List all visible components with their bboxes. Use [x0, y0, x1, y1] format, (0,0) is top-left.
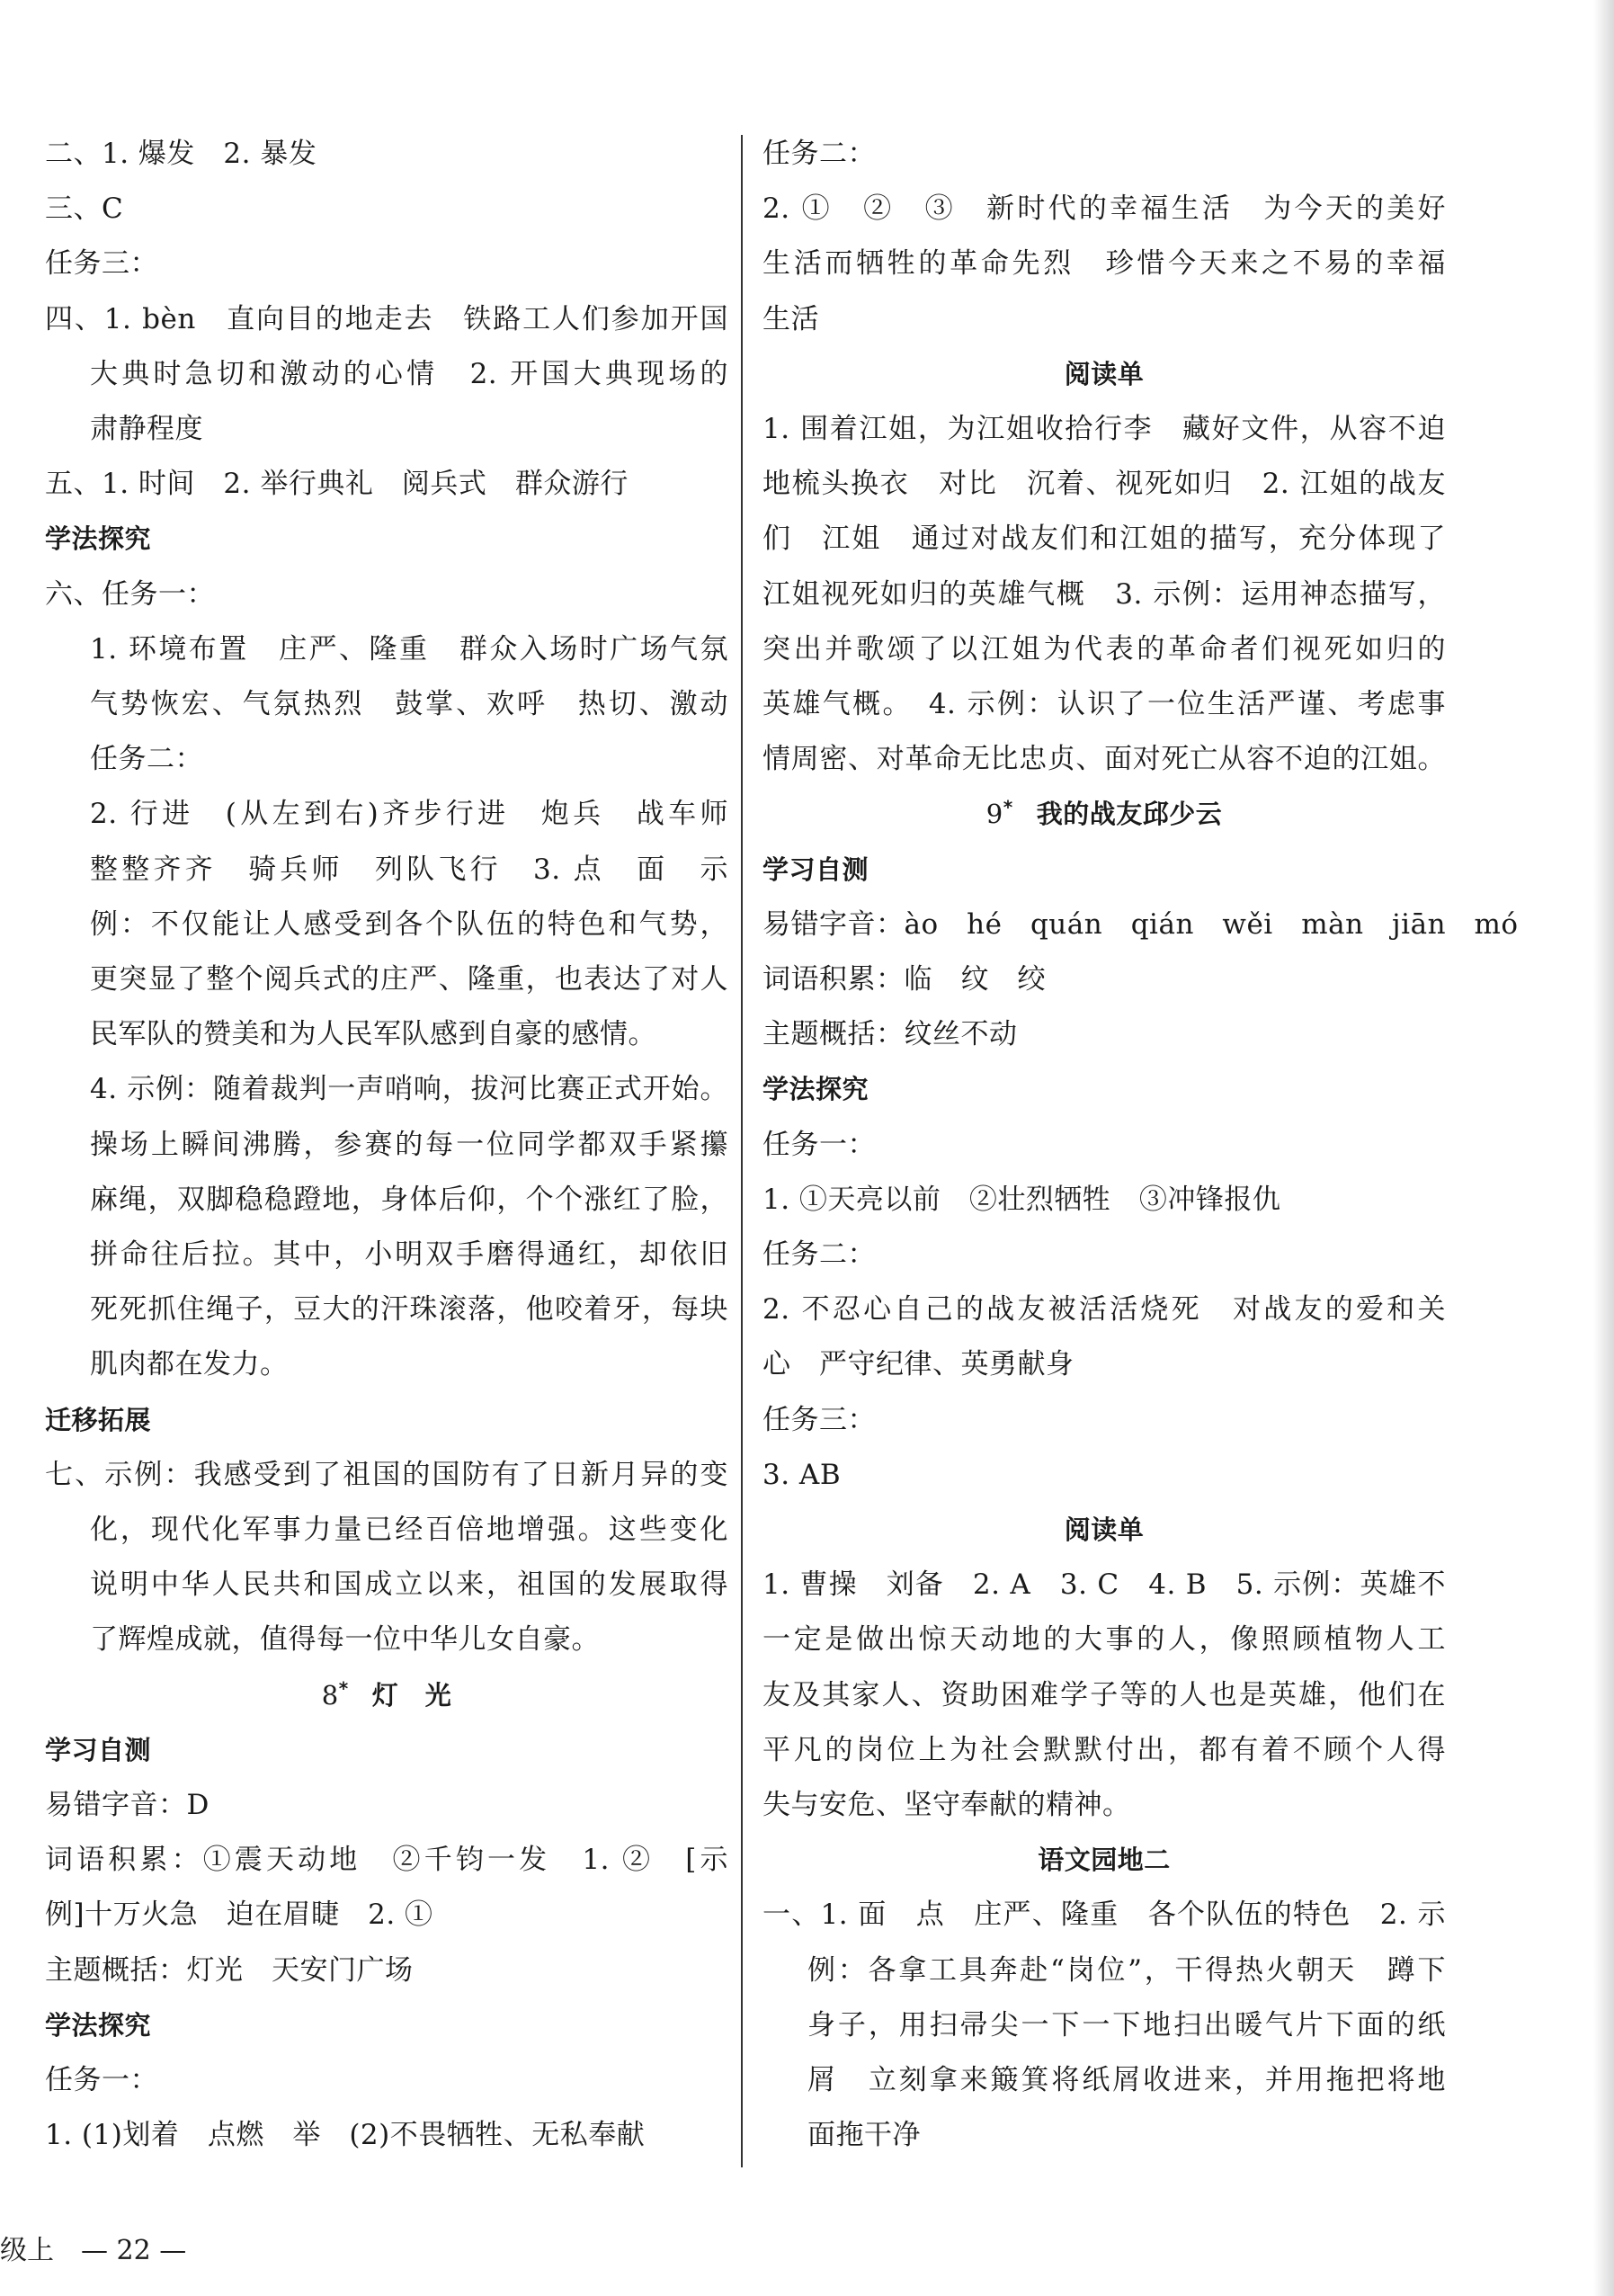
section-heading: 学习自测: [762, 853, 869, 885]
answer-line: 面拖干净: [807, 2119, 921, 2152]
answer-line: 三、C: [45, 192, 124, 226]
lesson-number: 8: [321, 1679, 339, 1711]
answer-line: 1. ①天亮以前 ②壮烈牺牲 ③冲锋报仇: [762, 1183, 1281, 1216]
answer-line: 1. 围着江姐，为江姐收拾行李 藏好文件，从容不迫: [762, 413, 1446, 445]
answer-line: 屑 立刻拿来簸箕将纸屑收进来，并用拖把将地: [807, 2064, 1446, 2096]
lesson-title-text: 我的战友邱少云: [1036, 799, 1223, 830]
answer-line: 麻绳，双脚稳稳蹬地，身体后仰，个个涨红了脸，: [90, 1183, 728, 1216]
answer-line: 1. 曹操 刘备 2. A 3. C 4. B 5. 示例：英雄不: [762, 1568, 1446, 1602]
page-footer: 级上 — 22 —: [0, 2235, 187, 2266]
answer-line: 们 江姐 通过对战友们和江姐的描写，充分体现了: [762, 523, 1446, 556]
answer-line: 主题概括：纹丝不动: [762, 1018, 1018, 1051]
answer-line: 肌肉都在发力。: [90, 1348, 289, 1381]
answer-line: 任务二：: [762, 138, 876, 170]
optional-lesson-mark: *: [1003, 796, 1013, 818]
answer-line: 例：各拿工具奔赴“岗位”，干得热火朝天 蹲下: [807, 1953, 1446, 1987]
answer-line: 肃静程度: [90, 413, 203, 445]
section-heading: 学习自测: [45, 1734, 152, 1765]
answer-line: 词语积累：①震天动地 ②千钧一发 1. ② [示: [45, 1844, 728, 1877]
answer-line: 气势恢宏、气氛热烈 鼓掌、欢呼 热切、激动: [90, 688, 728, 720]
answer-line: 身子，用扫帚尖一下一下地扫出暖气片下面的纸: [807, 2008, 1446, 2041]
answer-line: 拼命往后拉。其中，小明双手磨得通红，却依旧: [90, 1238, 728, 1271]
answer-line: 七、示例：我感受到了祖国的国防有了日新月异的变: [45, 1458, 728, 1491]
answer-line: 例]十万火急 迫在眉睫 2. ①: [45, 1898, 433, 1932]
answer-line: 英雄气概。 4. 示例：认识了一位生活严谨、考虑事: [762, 688, 1446, 720]
answer-line: 词语积累：临 纹 绞: [762, 963, 1046, 996]
answer-line: 易错字音：D: [45, 1789, 210, 1821]
answer-line: 心 严守纪律、英勇献身: [762, 1348, 1075, 1381]
section-heading: 学法探究: [45, 523, 152, 555]
answer-line: 平凡的岗位上为社会默默付出，都有着不顾个人得: [762, 1733, 1446, 1766]
section-heading: 学法探究: [762, 1074, 869, 1105]
section-heading: 学法探究: [45, 2009, 152, 2041]
answer-line: 任务二：: [762, 1238, 876, 1271]
answer-line: 生活而牺牲的革命先烈 珍惜今天来之不易的幸福: [762, 247, 1446, 281]
answer-line: 任务三：: [45, 247, 158, 281]
lesson-title: [762, 347, 1446, 402]
answer-line: 1. (1)划着 点燃 举 (2)不畏牺牲、无私奉献: [45, 2119, 646, 2152]
lesson-title-text: 阅读单: [1064, 1514, 1145, 1545]
answer-line: 化，现代化军事力量已经百倍地增强。这些变化: [90, 1514, 728, 1546]
answer-line: 任务一：: [762, 1128, 876, 1161]
answer-line: 四、1. bèn 直向目的地走去 铁路工人们参加开国: [45, 302, 728, 335]
answer-line: 易错字音：ào hé quán qián wěi màn jiān mó: [762, 907, 1519, 941]
lesson-title: [762, 1833, 1446, 1888]
answer-line: 2. 行进 (从左到右)齐步行进 炮兵 战车师: [90, 798, 728, 831]
lesson-title-text: 阅读单: [1064, 358, 1145, 389]
answer-line: 1. 环境布置 庄严、隆重 群众入场时广场气氛: [90, 632, 728, 666]
answer-line: 整整齐齐 骑兵师 列队飞行 3. 点 面 示: [90, 853, 728, 886]
column-divider: [741, 135, 743, 2167]
answer-line: 地梳头换衣 对比 沉着、视死如归 2. 江姐的战友: [762, 468, 1446, 501]
answer-line: 一、1. 面 点 庄严、隆重 各个队伍的特色 2. 示: [762, 1898, 1446, 1932]
answer-line: 突出并歌颂了以江姐为代表的革命者们视死如归的: [762, 632, 1446, 666]
lesson-title-text: 灯 光: [371, 1679, 452, 1711]
answer-line: 任务二：: [90, 743, 203, 776]
lesson-title: [762, 1503, 1446, 1558]
optional-lesson-mark: *: [338, 1676, 349, 1699]
answer-line: 死死抓住绳子，豆大的汗珠滚落，他咬着牙，每块: [90, 1293, 728, 1327]
answer-line: 3. AB: [762, 1458, 842, 1491]
answer-line: 4. 示例：随着裁判一声哨响，拔河比赛正式开始。: [90, 1073, 728, 1106]
answer-line: 五、1. 时间 2. 举行典礼 阅兵式 群众游行: [45, 468, 629, 501]
lesson-title-text: 语文园地二: [1038, 1845, 1171, 1876]
lesson-title: [762, 787, 1446, 842]
answer-line: 民军队的赞美和为人民军队感到自豪的感情。: [90, 1018, 656, 1051]
answer-line: 了辉煌成就，值得每一位中华儿女自豪。: [90, 1623, 600, 1657]
answer-line: 2. 不忍心自己的战友被活活烧死 对战友的爱和关: [762, 1293, 1446, 1327]
lesson-title: [45, 1668, 728, 1723]
answer-line: 情周密、对革命无比忠贞、面对死亡从容不迫的江姐。: [762, 743, 1446, 776]
answer-line: 友及其家人、资助困难学子等的人也是英雄，他们在: [762, 1678, 1446, 1711]
answer-line: 主题概括：灯光 天安门广场: [45, 1953, 414, 1987]
answer-line: 说明中华人民共和国成立以来，祖国的发展取得: [90, 1568, 728, 1602]
answer-line: 例：不仅能让人感受到各个队伍的特色和气势，: [90, 907, 728, 941]
answer-line: 任务一：: [45, 2064, 158, 2096]
lesson-number: 9: [985, 799, 1003, 830]
answer-line: 2. ① ② ③ 新时代的幸福生活 为今天的美好: [762, 192, 1446, 226]
answer-line: 二、1. 爆发 2. 暴发: [45, 138, 317, 170]
answer-line: 操场上瞬间沸腾，参赛的每一位同学都双手紧攥: [90, 1128, 728, 1161]
answer-line: 任务三：: [762, 1403, 876, 1436]
answer-line: 六、任务一：: [45, 577, 215, 611]
answer-line: 失与安危、坚守奉献的精神。: [762, 1789, 1131, 1821]
page-edge-shadow: [1593, 0, 1614, 2296]
answer-line: 生活: [762, 302, 819, 335]
answer-line: 更突显了整个阅兵式的庄严、隆重，也表达了对人: [90, 963, 728, 996]
section-heading: 迁移拓展: [45, 1404, 152, 1435]
answer-line: 江姐视死如归的英雄气概 3. 示例：运用神态描写，: [762, 577, 1446, 611]
answer-line: 大典时急切和激动的心情 2. 开国大典现场的: [90, 357, 728, 390]
answer-line: 一定是做出惊天动地的大事的人，像照顾植物人工: [762, 1623, 1446, 1657]
